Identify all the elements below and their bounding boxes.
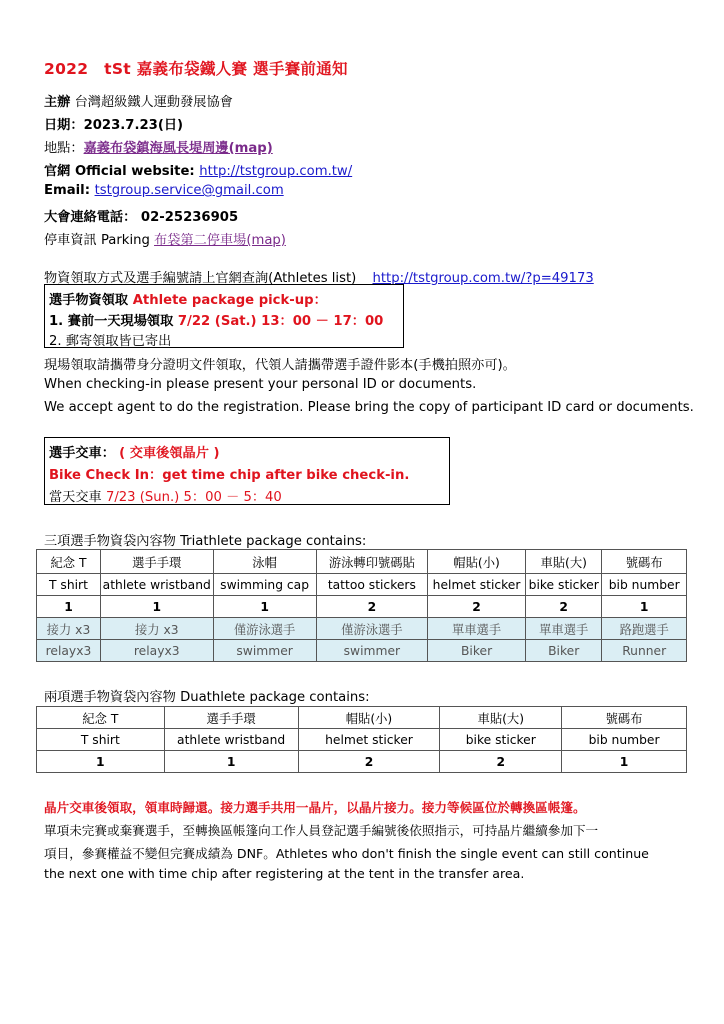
pickup-item1-label: 1. 賽前一天現場領取 [49, 314, 178, 329]
table-cell: swimmer [213, 640, 316, 662]
dnf-line-2: 項目，參賽權益不變但完賽成績為 DNF。Athletes who don't finish the single event can still continue [44, 846, 649, 861]
location-label: 地點： [44, 141, 84, 156]
bike-checkin-day-line [49, 486, 282, 505]
table-cell: athlete wristband [100, 574, 213, 596]
athletes-list-text: 物資領取方式及選手編號請上官網查詢(Athletes list) [44, 271, 357, 286]
bike-checkin-box [44, 437, 450, 505]
table-cell: Biker [428, 640, 526, 662]
table-cell: 1 [37, 751, 165, 773]
table-cell: bike sticker [440, 729, 562, 751]
organizer-label: 主辦 [44, 95, 71, 110]
table-cell: bib number [602, 574, 687, 596]
table-cell: relayx3 [100, 640, 213, 662]
table-row [37, 751, 687, 773]
table-cell: 單車選手 [526, 618, 602, 640]
duathlete-table [36, 706, 687, 773]
table-cell: 帽貼(小) [428, 550, 526, 574]
pickup-box [44, 284, 404, 348]
parking-map-link[interactable]: 布袋第二停車場(map) [154, 233, 286, 248]
organizer-value: 台灣超級鐵人運動發展協會 [74, 95, 233, 110]
chip-notice: 晶片交車後領取，領車時歸還。接力選手共用一晶片，以晶片接力。接力等候區位於轉換區帳篷。 [44, 800, 586, 815]
table-cell: relayx3 [37, 640, 101, 662]
table-cell: swimmer [316, 640, 427, 662]
table-cell: T shirt [37, 574, 101, 596]
date-line [44, 114, 183, 133]
table-cell: 2 [316, 596, 427, 618]
pickup-item-2: 2. 郵寄領取皆已寄出 [49, 334, 172, 349]
table-cell: helmet sticker [428, 574, 526, 596]
table-cell: 2 [526, 596, 602, 618]
bike-checkin-heading-line [49, 442, 220, 461]
phone-value: 02-25236905 [140, 210, 239, 225]
table-cell: 僅游泳選手 [213, 618, 316, 640]
table-cell: 號碼布 [562, 707, 687, 729]
table-row [37, 618, 687, 640]
table-cell: 紀念 T [37, 550, 101, 574]
table-cell: swimming cap [213, 574, 316, 596]
table-cell: 泳帽 [213, 550, 316, 574]
table-cell: 號碼布 [602, 550, 687, 574]
dnf-line-1: 單項未完賽或棄賽選手，至轉換區帳篷向工作人員登記選手編號後依照指示，可持晶片繼續參加下一 [44, 823, 599, 838]
table-cell: 僅游泳選手 [316, 618, 427, 640]
note-en-2: We accept agent to do the registration. Please bring the copy of participant ID card or documents. [44, 400, 694, 415]
table-cell: 游泳轉印號碼貼 [316, 550, 427, 574]
table-cell: 車貼(大) [526, 550, 602, 574]
table-cell: 1 [164, 751, 298, 773]
table-cell: 1 [37, 596, 101, 618]
table-cell: 1 [213, 596, 316, 618]
email-line [44, 183, 284, 198]
website-label: 官網 Official website: [44, 164, 200, 179]
table-cell: athlete wristband [164, 729, 298, 751]
bike-checkin-day-label: 當天交車 [49, 490, 106, 505]
website-line [44, 160, 352, 179]
table-cell: 接力 x3 [100, 618, 213, 640]
website-link[interactable]: http://tstgroup.com.tw/ [199, 164, 353, 179]
location-line [44, 137, 273, 156]
email-label: Email: [44, 183, 95, 198]
table-cell: 1 [100, 596, 213, 618]
table-cell: T shirt [37, 729, 165, 751]
duathlete-caption: 兩項選手物資袋內容物 Duathlete package contains: [44, 690, 370, 705]
bike-checkin-day-time: 7/23 (Sun.) 5：00 － 5：40 [105, 490, 282, 505]
pickup-heading-line [49, 289, 327, 308]
phone-label: 大會連絡電話： [44, 210, 137, 225]
table-row [37, 596, 687, 618]
bike-checkin-en: Bike Check In：get time chip after bike check-in. [49, 468, 410, 483]
dnf-line-3: the next one with time chip after registering at the tent in the transfer area. [44, 866, 525, 881]
date-value: 2023.7.23(日) [83, 118, 184, 133]
table-cell: Runner [602, 640, 687, 662]
pickup-item-1 [49, 310, 383, 329]
table-cell: 選手手環 [100, 550, 213, 574]
table-cell: 紀念 T [37, 707, 165, 729]
table-row [37, 574, 687, 596]
athletes-list-link[interactable]: http://tstgroup.com.tw/?p=49173 [372, 271, 594, 286]
table-cell: tattoo stickers [316, 574, 427, 596]
location-map-link[interactable]: 嘉義布袋鎮海風長堤周邊(map) [83, 141, 273, 156]
table-cell: bib number [562, 729, 687, 751]
pickup-heading-en: Athlete package pick-up： [132, 293, 327, 308]
bike-checkin-heading: 選手交車： [49, 446, 115, 461]
table-row [37, 707, 687, 729]
date-label: 日期： [44, 118, 84, 133]
table-cell: 帽貼(小) [298, 707, 440, 729]
phone-line [44, 206, 238, 225]
table-cell: Biker [526, 640, 602, 662]
table-cell: 1 [562, 751, 687, 773]
note-zh: 現場領取請攜帶身分證明文件領取，代領人請攜帶選手證件影本(手機拍照亦可)。 [44, 358, 516, 373]
note-en-1: When checking-in please present your personal ID or documents. [44, 377, 477, 392]
parking-line [44, 229, 286, 248]
page-title: 2022 tSt 嘉義布袋鐵人賽 選手賽前通知 [44, 60, 348, 78]
table-cell: 車貼(大) [440, 707, 562, 729]
table-cell: bike sticker [526, 574, 602, 596]
table-cell: 單車選手 [428, 618, 526, 640]
pickup-item1-time: 7/22 (Sat.) 13：00 － 17：00 [177, 314, 384, 329]
table-row [37, 729, 687, 751]
table-cell: helmet sticker [298, 729, 440, 751]
table-row [37, 640, 687, 662]
triathlete-table [36, 549, 687, 662]
organizer-line [44, 91, 233, 110]
table-cell: 路跑選手 [602, 618, 687, 640]
table-cell: 2 [298, 751, 440, 773]
table-cell: 接力 x3 [37, 618, 101, 640]
table-row [37, 550, 687, 574]
pickup-heading: 選手物資領取 [49, 293, 133, 308]
table-cell: 1 [602, 596, 687, 618]
email-link[interactable]: tstgroup.service@gmail.com [94, 183, 284, 198]
table-cell: 2 [428, 596, 526, 618]
table-cell: 選手手環 [164, 707, 298, 729]
table-cell: 2 [440, 751, 562, 773]
parking-label: 停車資訊 Parking [44, 233, 155, 248]
triathlete-caption: 三項選手物資袋內容物 Triathlete package contains: [44, 534, 367, 549]
bike-checkin-heading-red: ( 交車後領晶片 ) [119, 446, 220, 461]
